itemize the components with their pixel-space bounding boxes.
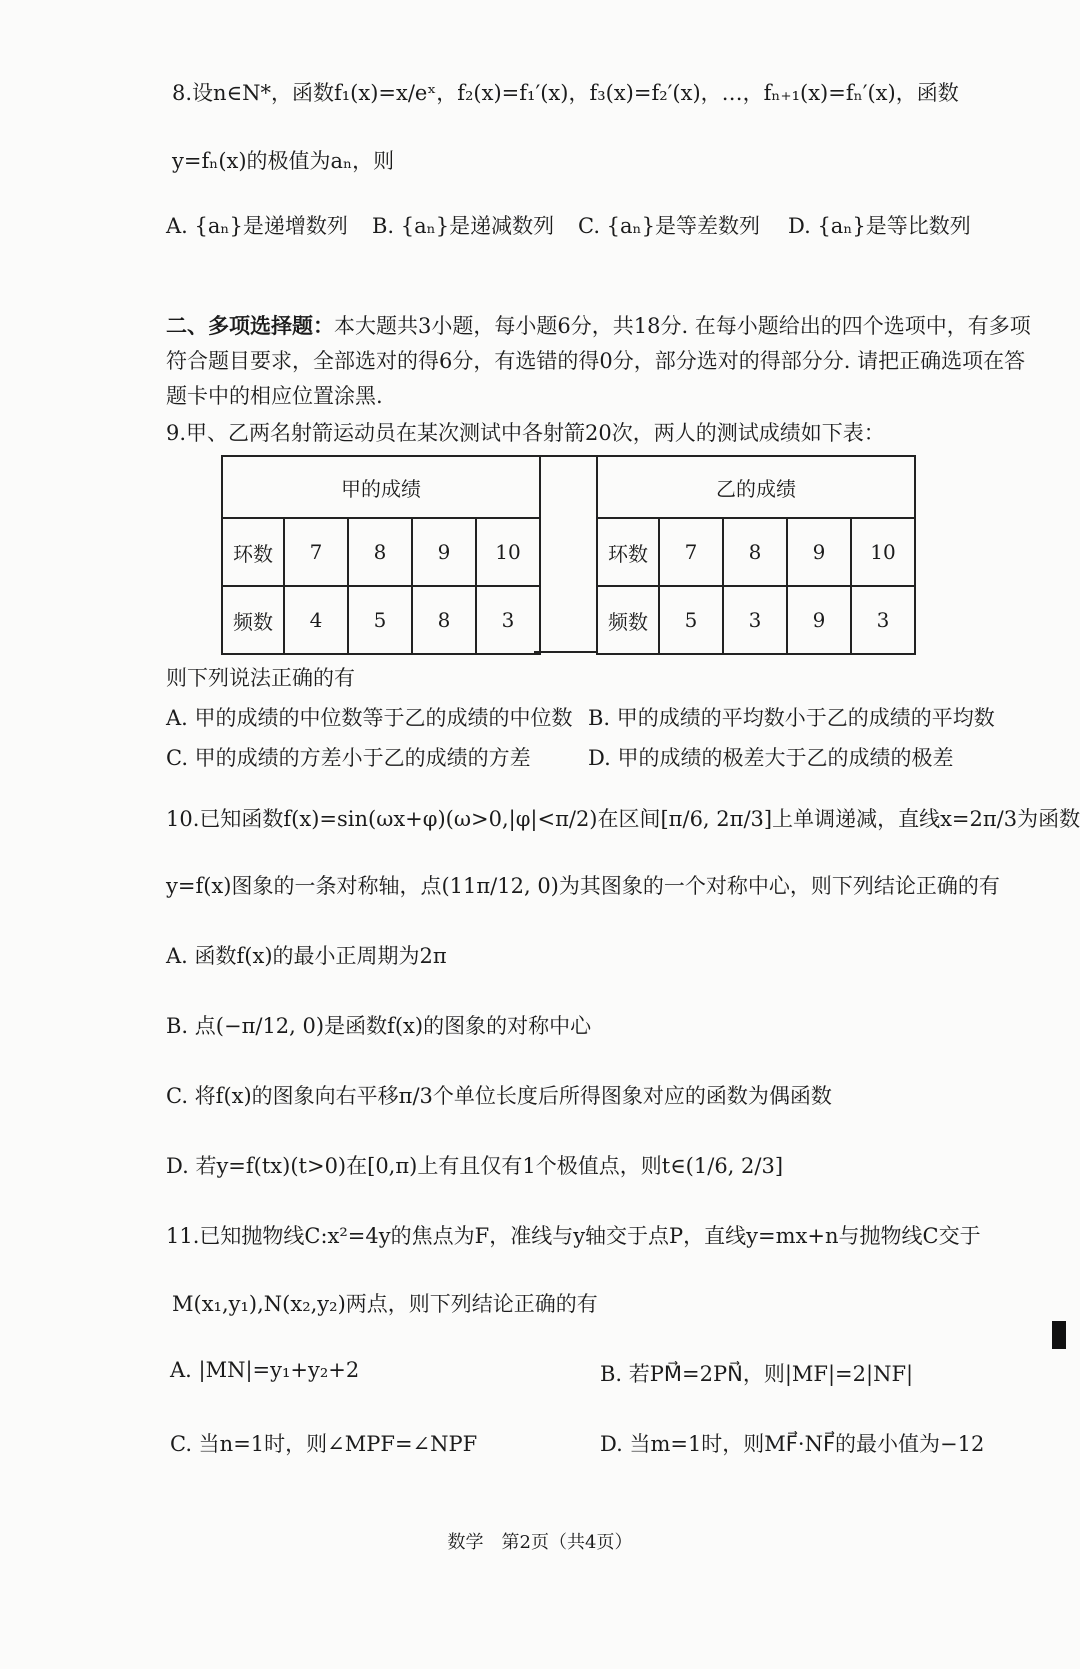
q11-option-a: A. |MN|=y₁+y₂+2 bbox=[170, 1358, 360, 1382]
q10-option-a: A. 函数f(x)的最小正周期为2π bbox=[166, 944, 447, 968]
table-cell: 8 bbox=[723, 518, 787, 586]
table-cell: 7 bbox=[659, 518, 723, 586]
table-cell: 8 bbox=[412, 586, 476, 654]
q8-option-c: C. {aₙ}是等差数列 bbox=[578, 214, 760, 238]
q11-line2: M(x₁,y₁),N(x₂,y₂)两点，则下列结论正确的有 bbox=[172, 1292, 598, 1316]
section2-text1: 本大题共3小题，每小题6分，共18分. 在每小题给出的四个选项中，有多项 bbox=[334, 314, 1031, 338]
section2-heading: 二、多项选择题： bbox=[166, 313, 334, 338]
row-header-freq: 频数 bbox=[222, 586, 284, 654]
table-cell: 3 bbox=[476, 586, 540, 654]
page-footer: 数学 第2页（共4页） bbox=[447, 1532, 633, 1553]
q8-option-a: A. {aₙ}是递增数列 bbox=[166, 214, 348, 238]
q9-prompt: 则下列说法正确的有 bbox=[166, 666, 355, 690]
binding-mark bbox=[1052, 1321, 1066, 1349]
score-table-yi bbox=[596, 455, 916, 655]
table-title: 乙的成绩 bbox=[597, 456, 915, 518]
table-cell: 7 bbox=[284, 518, 348, 586]
table-cell: 10 bbox=[476, 518, 540, 586]
q9-option-a: A. 甲的成绩的中位数等于乙的成绩的中位数 bbox=[166, 706, 573, 730]
section2-line2: 符合题目要求，全部选对的得6分，有选错的得0分，部分选对的得部分分. 请把正确选项在答 bbox=[166, 349, 1026, 373]
row-header-freq: 频数 bbox=[597, 586, 659, 654]
table-cell: 5 bbox=[348, 586, 412, 654]
q8-line1: 8.设n∈N*，函数f₁(x)=x/eˣ，f₂(x)=f₁′(x)，f₃(x)=f₂′(x)，…，fₙ₊₁(x)=fₙ′(x)，函数 bbox=[172, 81, 959, 105]
score-table-jia bbox=[221, 455, 541, 655]
table-cell: 9 bbox=[787, 586, 851, 654]
q10-option-d: D. 若y=f(tx)(t>0)在[0,π)上有且仅有1个极值点，则t∈(1/6, 2/3] bbox=[166, 1154, 784, 1178]
table-gap bbox=[534, 455, 596, 653]
q11-line1: 11.已知抛物线C:x²=4y的焦点为F，准线与y轴交于点P，直线y=mx+n与抛物线C交于 bbox=[166, 1224, 981, 1248]
row-header-rings: 环数 bbox=[597, 518, 659, 586]
q10-option-c: C. 将f(x)的图象向右平移π/3个单位长度后所得图象对应的函数为偶函数 bbox=[166, 1084, 832, 1108]
q10-option-b: B. 点(−π/12, 0)是函数f(x)的图象的对称中心 bbox=[166, 1014, 592, 1038]
q9-option-d: D. 甲的成绩的极差大于乙的成绩的极差 bbox=[588, 746, 954, 770]
q9-option-b: B. 甲的成绩的平均数小于乙的成绩的平均数 bbox=[588, 706, 995, 730]
q8-option-d: D. {aₙ}是等比数列 bbox=[788, 214, 971, 238]
section2-line1 bbox=[166, 310, 1031, 340]
table-cell: 9 bbox=[412, 518, 476, 586]
q8-line2: y=fₙ(x)的极值为aₙ，则 bbox=[172, 149, 395, 173]
table-cell: 3 bbox=[851, 586, 915, 654]
q11-option-b: B. 若PM⃗=2PN⃗，则|MF|=2|NF| bbox=[600, 1362, 914, 1386]
q10-line1: 10.已知函数f(x)=sin(ωx+φ)(ω>0,|φ|<π/2)在区间[π/6, 2π/3]上单调递减，直线x=2π/3为函数 bbox=[166, 807, 1080, 831]
table-title: 甲的成绩 bbox=[222, 456, 540, 518]
section2-line3: 题卡中的相应位置涂黑. bbox=[166, 384, 383, 408]
table-cell: 3 bbox=[723, 586, 787, 654]
q9-option-c: C. 甲的成绩的方差小于乙的成绩的方差 bbox=[166, 746, 531, 770]
table-cell: 5 bbox=[659, 586, 723, 654]
table-cell: 4 bbox=[284, 586, 348, 654]
table-cell: 10 bbox=[851, 518, 915, 586]
q11-option-d: D. 当m=1时，则MF⃗·NF⃗的最小值为−12 bbox=[600, 1432, 985, 1456]
table-cell: 8 bbox=[348, 518, 412, 586]
q9-stem: 9.甲、乙两名射箭运动员在某次测试中各射箭20次，两人的测试成绩如下表： bbox=[166, 421, 885, 445]
q11-option-c: C. 当n=1时，则∠MPF=∠NPF bbox=[170, 1432, 478, 1456]
table-cell: 9 bbox=[787, 518, 851, 586]
row-header-rings: 环数 bbox=[222, 518, 284, 586]
q10-line2: y=f(x)图象的一条对称轴，点(11π/12, 0)为其图象的一个对称中心，则下列结论正确的有 bbox=[166, 874, 1000, 898]
q8-option-b: B. {aₙ}是递减数列 bbox=[372, 214, 555, 238]
